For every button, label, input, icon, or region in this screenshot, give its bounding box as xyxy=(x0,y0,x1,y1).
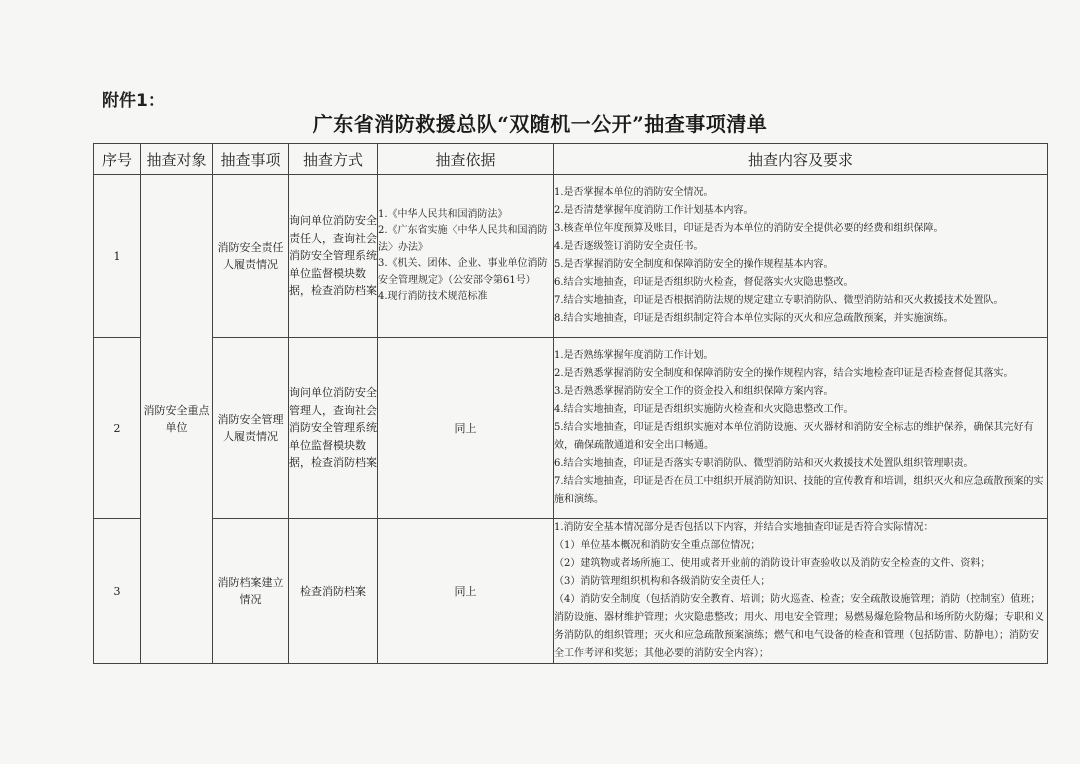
inspection-table xyxy=(93,143,1048,664)
header-target: 抽查对象 xyxy=(141,144,213,175)
inspection-basis: 同上 xyxy=(378,519,554,664)
table-row xyxy=(94,175,1048,338)
content-line: 4.是否逐级签订消防安全责任书。 xyxy=(554,241,704,252)
basis-line: 1.《中华人民共和国消防法》 xyxy=(378,208,508,220)
content-line: 6.结合实地抽查，印证是否落实专职消防队、微型消防站和灭火救援技术处置队组织管理职责。 xyxy=(554,458,974,469)
table-row xyxy=(94,519,1048,664)
inspection-target: 消防安全重点单位 xyxy=(141,175,213,664)
inspection-content xyxy=(554,338,1048,519)
page-title: 广东省消防救援总队“双随机一公开”抽查事项清单 xyxy=(312,112,768,136)
header-content: 抽查内容及要求 xyxy=(554,144,1048,175)
inspection-mode: 询问单位消防安全责任人，查询社会消防安全管理系统单位监督模块数据，检查消防档案 xyxy=(289,175,378,338)
content-line: 1.是否掌握本单位的消防安全情况。 xyxy=(554,187,714,198)
content-line: 6.结合实地抽查，印证是否组织防火检查，督促落实火灾隐患整改。 xyxy=(554,277,854,288)
content-line: 2.是否熟悉掌握消防安全制度和保障消防安全的操作规程内容，结合实地检查印证是否检查督促其落实。 xyxy=(554,368,1014,379)
content-line: （2）建筑物或者场所施工、使用或者开业前的消防设计审查验收以及消防安全检查的文件、资料； xyxy=(554,558,991,569)
content-line: （3）消防管理组织机构和各级消防安全责任人； xyxy=(554,576,771,587)
content-line: 5.是否掌握消防安全制度和保障消防安全的操作规程基本内容。 xyxy=(554,259,834,270)
content-line: 1.是否熟练掌握年度消防工作计划。 xyxy=(554,350,714,361)
inspection-basis: 同上 xyxy=(378,338,554,519)
inspection-item: 消防安全管理人履责情况 xyxy=(213,338,289,519)
content-line: 2.是否清楚掌握年度消防工作计划基本内容。 xyxy=(554,205,754,216)
content-line: 1.消防安全基本情况部分是否包括以下内容，并结合实地抽查印证是否符合实际情况： xyxy=(554,522,934,533)
basis-line: 2.《广东省实施〈中华人民共和国消防法〉办法》 xyxy=(378,225,548,253)
basis-line: 3.《机关、团体、企业、事业单位消防安全管理规定》（公安部令第61号） xyxy=(378,258,548,286)
inspection-mode: 检查消防档案 xyxy=(289,519,378,664)
header-no: 序号 xyxy=(94,144,141,175)
attachment-label: 附件1： xyxy=(102,91,165,111)
basis-line: 4.现行消防技术规范标准 xyxy=(378,291,488,302)
table-header-row xyxy=(94,144,1048,175)
inspection-item: 消防档案建立情况 xyxy=(213,519,289,664)
inspection-item: 消防安全责任人履责情况 xyxy=(213,175,289,338)
inspection-content xyxy=(554,519,1048,664)
header-mode: 抽查方式 xyxy=(289,144,378,175)
content-line: 4.结合实地抽查，印证是否组织实施防火检查和火灾隐患整改工作。 xyxy=(554,404,854,415)
content-line: 8.结合实地抽查，印证是否组织制定符合本单位实际的灭火和应急疏散预案，并实施演练。 xyxy=(554,313,954,324)
content-line: 7.结合实地抽查，印证是否在员工中组织开展消防知识、技能的宣传教育和培训，组织灭火和应急疏散预案的实施和演练。 xyxy=(554,476,1044,505)
content-line: 5.结合实地抽查，印证是否组织实施对本单位消防设施、灭火器材和消防安全标志的维护保养，确保其完好有效，确保疏散通道和安全出口畅通。 xyxy=(554,422,1034,451)
header-item: 抽查事项 xyxy=(213,144,289,175)
row-number: 2 xyxy=(94,338,141,519)
row-number: 3 xyxy=(94,519,141,664)
content-line: 3.核查单位年度预算及账目，印证是否为本单位的消防安全提供必要的经费和组织保障。 xyxy=(554,223,944,234)
inspection-basis xyxy=(378,175,554,338)
content-line: （1）单位基本概况和消防安全重点部位情况； xyxy=(554,540,761,551)
table-row xyxy=(94,338,1048,519)
header-basis: 抽查依据 xyxy=(378,144,554,175)
inspection-content xyxy=(554,175,1048,338)
inspection-mode: 询问单位消防安全管理人，查询社会消防安全管理系统单位监督模块数据，检查消防档案 xyxy=(289,338,378,519)
content-line: （4）消防安全制度（包括消防安全教育、培训；防火巡查、检查；安全疏散设施管理；消防（控制室）值班；消防设施、器材维护管理；火灾隐患整改；用火、用电安全管理；易燃易爆危险物品和场所防火防爆；专职和义务消防队的组织管理；灭火和应急疏散预案演练；燃气和电气设备的检查和管理（包括防雷、防静电）；消防安全工作考评和奖惩；其他必要的消防安全内容）； xyxy=(554,594,1044,659)
row-number: 1 xyxy=(94,175,141,338)
content-line: 7.结合实地抽查，印证是否根据消防法规的规定建立专职消防队、微型消防站和灭火救援技术处置队。 xyxy=(554,295,1004,306)
content-line: 3.是否熟悉掌握消防安全工作的资金投入和组织保障方案内容。 xyxy=(554,386,834,397)
